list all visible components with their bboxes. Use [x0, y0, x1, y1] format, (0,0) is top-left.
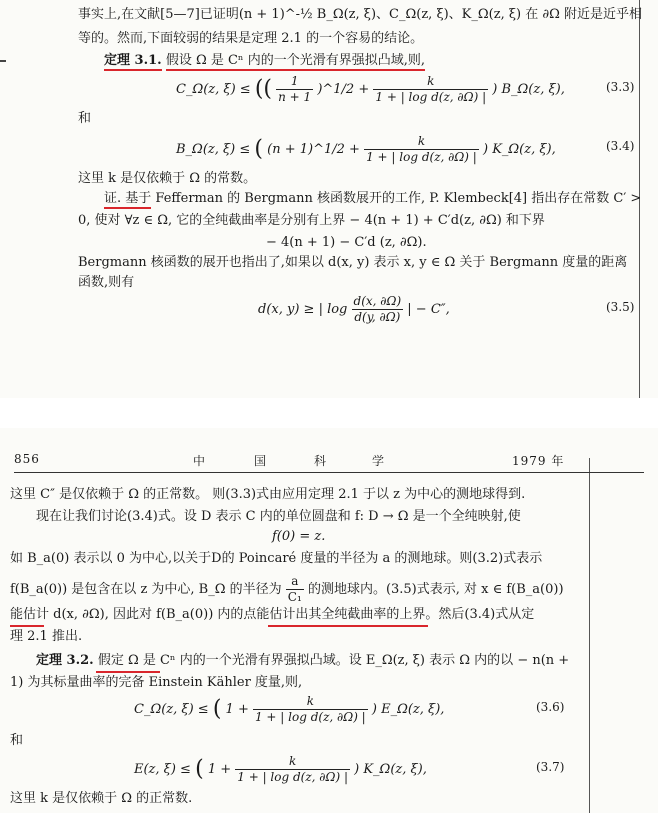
eq-mid: (n + 1)^1/2 + — [267, 142, 360, 157]
eq-lhs: E(z, ξ) ≤ — [134, 762, 191, 777]
fraction — [235, 754, 350, 785]
equation-number: (3.4) — [606, 139, 635, 153]
eq-lhs: C_Ω(z, ξ) ≤ — [134, 702, 209, 717]
fraction-numerator: a — [286, 574, 304, 590]
proof-line: 函数,则有 — [78, 275, 135, 290]
fraction-denominator: 1 + | log d(z, ∂Ω) | — [366, 150, 477, 164]
proof-line: − 4(n + 1) − C′d (z, ∂Ω). — [266, 235, 427, 250]
journal-char: 国 — [254, 454, 268, 468]
journal-char: 科 — [314, 454, 328, 468]
fraction-numerator: 1 — [276, 74, 313, 90]
equation-3-7 — [134, 754, 427, 785]
fraction-denominator: C₁ — [287, 590, 302, 604]
paragraph-line: 这里 k 是仅依赖于 Ω 的常数。 — [78, 171, 257, 186]
paragraph-line: 这里 k 是仅依赖于 Ω 的正常数. — [10, 791, 193, 806]
fraction — [364, 134, 479, 165]
handwritten-underline — [96, 671, 160, 673]
fraction-numerator: d(x, ∂Ω) — [353, 294, 402, 308]
fraction-denominator: 1 + | log d(z, ∂Ω) | — [254, 710, 366, 724]
fraction — [373, 74, 488, 105]
handwritten-underline — [268, 625, 428, 627]
equation-number: (3.3) — [606, 80, 635, 94]
eq-rhs: ) K_Ω(z, ξ), — [482, 142, 556, 157]
equation-number: (3.6) — [536, 700, 565, 714]
fraction — [286, 574, 304, 605]
theorem-label: 定理 3.1. — [104, 53, 162, 71]
eq-rhs: ) E_Ω(z, ξ), — [371, 702, 445, 717]
page-number: 856 — [14, 452, 40, 466]
fraction — [352, 294, 404, 325]
theorem-label: 定理 3.2. — [36, 653, 94, 668]
eq-rhs: ) B_Ω(z, ξ), — [492, 82, 565, 97]
header-rule — [14, 472, 644, 473]
paragraph-line — [10, 574, 564, 605]
paren: (( — [254, 76, 272, 102]
fraction-numerator: k — [235, 754, 350, 770]
eq-exponent: )^1/2 + — [317, 82, 370, 97]
journal-year: 1979 年 — [512, 454, 565, 468]
theorem-statement: 假定 Ω 是 Cⁿ 内的一个光滑有界强拟凸域。设 E_Ω(z, ξ) 表示 Ω 内的以 − n(n + — [97, 653, 570, 668]
eq-rhs: | − C″, — [407, 302, 450, 317]
fraction-numerator: k — [364, 134, 479, 150]
proof-line — [104, 190, 641, 208]
fraction-denominator: d(y, ∂Ω) — [354, 310, 401, 324]
eq-rhs: ) K_Ω(z, ξ), — [354, 762, 427, 777]
paragraph-line: 事实上,在文献[5—7]已证明(n + 1)^-½ B_Ω(z, ξ)、C_Ω(z, ξ)、K_Ω(z, ξ) 在 ∂Ω 附近是近乎相 — [78, 7, 642, 22]
equation-number: (3.7) — [536, 760, 565, 774]
fraction — [253, 694, 368, 725]
paren: ( — [195, 756, 204, 782]
journal-char: 中 — [193, 454, 207, 468]
fraction-denominator: n + 1 — [278, 90, 312, 104]
fraction-numerator: k — [253, 694, 368, 710]
eq-lhs: C_Ω(z, ξ) ≤ — [176, 82, 251, 97]
page-top — [0, 0, 658, 398]
theorem-3-2 — [36, 652, 569, 670]
eq-lhs: B_Ω(z, ξ) ≤ — [176, 142, 251, 157]
equation-3-6 — [134, 694, 444, 725]
proof-text: Fefferman 的 Bergmann 核函数展开的工作, P. Klembeck[4] 指出存在常数 C′ > — [155, 191, 642, 206]
equation-3-3 — [176, 74, 565, 105]
proof-label: 证. 基于 — [104, 191, 151, 209]
paren: ( — [254, 136, 264, 162]
paragraph-line: 现在让我们讨论(3.4)式。设 D 表示 C 内的单位圆盘和 f: D → Ω 是一个全纯映射,使 — [36, 509, 521, 524]
paragraph-line: 1) 为其标量曲率的完备 Einstein Kähler 度量,则, — [10, 675, 303, 690]
text-segment: f(B_a(0)) 是包含在以 z 为中心, B_Ω 的半径为 — [10, 582, 282, 597]
text-segment: 的测地球内。(3.5)式表示, 对 x ∈ f(B_a(0)) — [307, 582, 564, 597]
eq-mid: 1 + — [225, 702, 249, 717]
paragraph-line: 这里 C″ 是仅依赖于 Ω 的正常数。 则(3.3)式由应用定理 2.1 于以 z 为中心的测地球得到. — [10, 487, 526, 502]
paragraph-line: 能估计 d(x, ∂Ω), 因此对 f(B_a(0)) 内的点能估计出其全纯截曲率的上界。然后(3.4)式从定 — [10, 607, 535, 622]
conjunction: 和 — [78, 111, 92, 126]
paragraph-line: 如 B_a(0) 表示以 0 为中心,以关于D的 Poincaré 度量的半径为 a 的测地球。则(3.2)式表示 — [10, 551, 543, 566]
margin-mark — [0, 60, 6, 62]
page-edge-line — [589, 458, 590, 813]
journal-char: 学 — [372, 454, 386, 468]
handwritten-underline — [10, 625, 44, 627]
page-gap — [0, 398, 658, 428]
display-formula: f(0) = z. — [272, 529, 326, 544]
theorem-3-1 — [104, 52, 425, 70]
fraction-numerator: k — [373, 74, 488, 90]
fraction — [276, 74, 313, 105]
equation-3-5 — [258, 294, 450, 325]
eq-lhs: d(x, y) ≥ | log — [258, 302, 348, 317]
equation-3-4 — [176, 134, 556, 165]
paren: ( — [212, 696, 222, 722]
paragraph-line: 等的。然而,下面较弱的结果是定理 2.1 的一个容易的结论。 — [78, 31, 424, 46]
proof-line: 0, 使对 ∀z ∈ Ω, 它的全纯截曲率是分别有上界 − 4(n + 1) + C′d(z, ∂Ω) 和下界 — [78, 213, 545, 228]
theorem-statement: 假设 Ω 是 Cⁿ 内的一个光滑有界强拟凸域,则, — [166, 53, 425, 71]
paragraph-line: 理 2.1 推出. — [10, 629, 83, 644]
fraction-denominator: 1 + | log d(z, ∂Ω) | — [237, 770, 348, 784]
conjunction: 和 — [10, 733, 24, 748]
proof-line: Bergmann 核函数的展开也指出了,如果以 d(x, y) 表示 x, y ∈ Ω 关于 Bergmann 度量的距离 — [78, 255, 628, 270]
eq-mid: 1 + — [207, 762, 232, 777]
equation-number: (3.5) — [606, 300, 635, 314]
fraction-denominator: 1 + | log d(z, ∂Ω) | — [375, 90, 487, 104]
